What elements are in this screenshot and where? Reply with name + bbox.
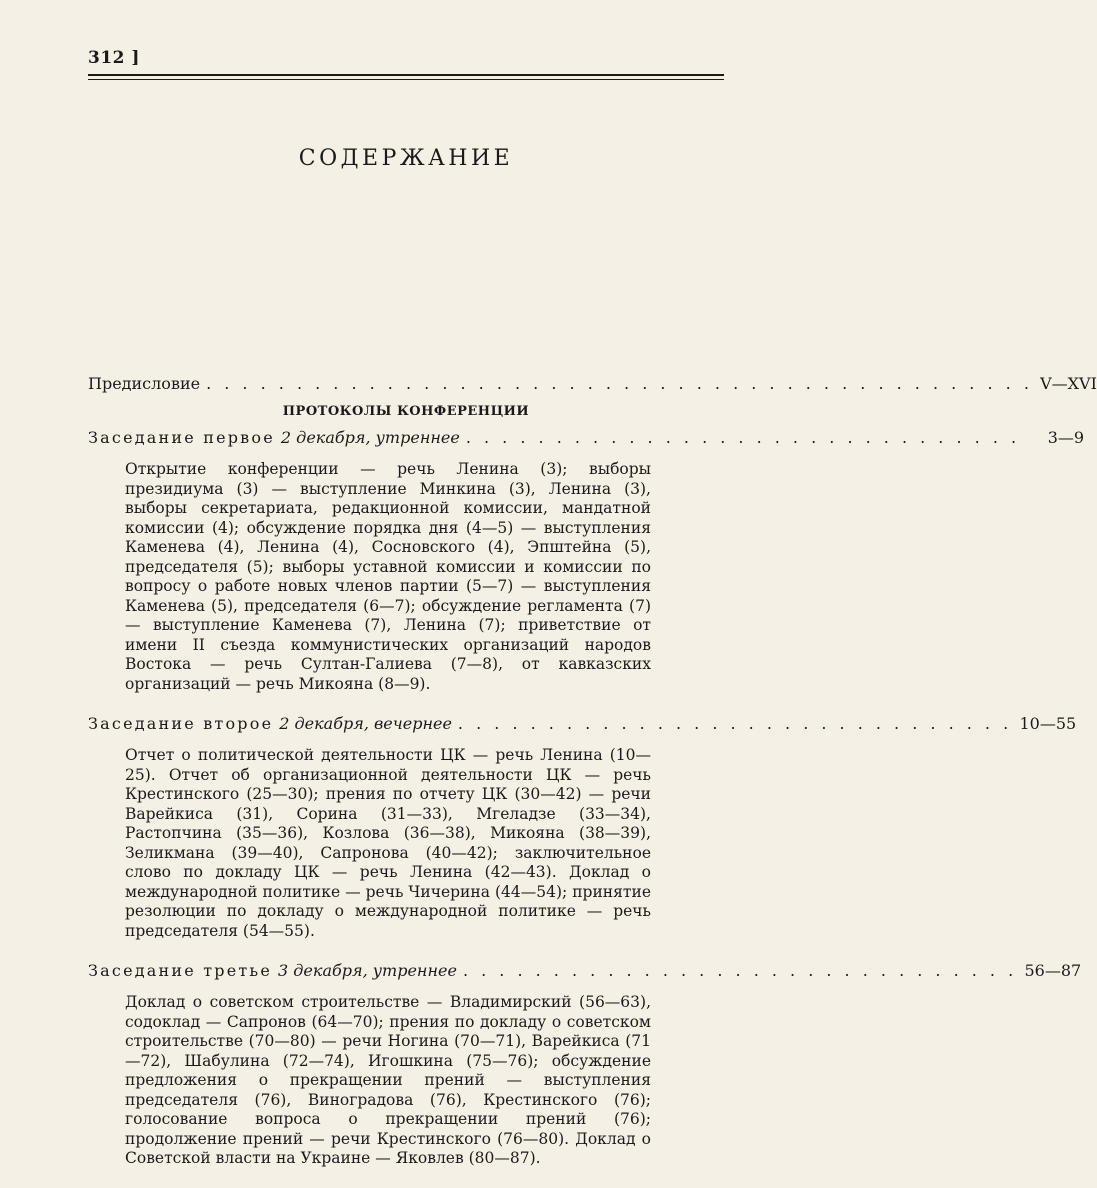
page-title: СОДЕРЖАНИЕ	[298, 146, 514, 171]
toc-entry-label: Предисловие	[88, 374, 201, 393]
toc-entry-pages: 3—9	[1047, 428, 1085, 447]
session-label: Заседание третье	[88, 961, 273, 980]
toc-entry-preface	[88, 372, 1097, 396]
leader-dots: . . . . . . . . . . . . . . . . . . . . . . . . . . . . . . .	[457, 714, 1013, 733]
toc-session	[88, 426, 1085, 694]
section-heading: ПРОТОКОЛЫ КОНФЕРЕНЦИИ	[282, 404, 530, 419]
table-of-contents	[88, 372, 1097, 1169]
toc-session	[88, 959, 1082, 1169]
session-summary: Доклад о советском строительстве — Владимирский (56—63), содоклад — Сапронов (64—70); прения по докладу о советском строительстве (70—80) — речи Ногина (70—71), Варейкиса (71—72), Шабулина (72—74), Игошкина (75—76); обсуждение предложения о прекращении прений — выступления председателя (76), Виноградова (76), Крестинского (76); голосование вопроса о прекращении прений (76); продолжение прений — речи Крестинского (76—80). Доклад о Советской власти на Украине — Яковлев (80—87).	[125, 993, 651, 1167]
header-rule-thin	[88, 79, 724, 80]
session-date: 2 декабря, утреннее	[280, 428, 460, 447]
leader-dots: . . . . . . . . . . . . . . . . . . . . . . . . . . . . . . .	[465, 428, 1021, 447]
toc-entry-pages: 56—87	[1024, 961, 1082, 980]
toc-entry-pages: V—XVI	[1040, 374, 1097, 393]
session-summary: Отчет о политической деятельности ЦК — речь Ленина (10—25). Отчет об организационной деятельности ЦК — речь Крестинского (25—30); прения по отчету ЦК (30—42) — речи Варейкиса (31), Сорина (31—33), Мгеладзе (33—34), Растопчина (35—36), Козлова (36—38), Микояна (38—39), Зеликмана (39—40), Сапронова (40—42); заключительное слово по докладу ЦК — речь Ленина (42—43). Доклад о международной политике — речь Чичерина (44—54); принятие резолюции по докладу о международной политике — речь председателя (54—55).	[125, 746, 651, 940]
page-number: 312 ]	[88, 48, 140, 68]
toc-entry-session	[88, 959, 1082, 983]
session-summary: Открытие конференции — речь Ленина (3); выборы президиума (3) — выступление Минкина (3), Ленина (3), выборы секретариата, редакционной комиссии, мандатной комиссии (4); обсуждение порядка дня (4—5) — выступления Каменева (4), Ленина (4), Сосновского (4), Эпштейна (5), председателя (5); выборы уставной комиссии и комиссии по вопросу о работе новых членов партии (5—7) — выступления Каменева (5), председателя (6—7); обсуждение регламента (7) — выступление Каменева (7), Ленина (7); приветствие от имени II съезда коммунистических организаций народов Востока — речь Султан-Галиева (7—8), от кавказских организаций — речь Микояна (8—9).	[125, 460, 651, 693]
toc-entry-pages: 10—55	[1019, 714, 1077, 733]
session-date: 2 декабря, вечернее	[279, 714, 452, 733]
header-rule-thick	[88, 74, 724, 76]
toc-entry-session	[88, 712, 1077, 736]
toc-session	[88, 712, 1077, 941]
session-date: 3 декабря, утреннее	[278, 961, 457, 980]
session-label: Заседание первое	[88, 428, 275, 447]
session-label: Заседание второе	[88, 714, 274, 733]
leader-dots: . . . . . . . . . . . . . . . . . . . . . . . . . . . . . . . . . . . . . . . . . . . . . .	[206, 374, 1033, 393]
leader-dots: . . . . . . . . . . . . . . . . . . . . . . . . . . . . . . .	[462, 961, 1018, 980]
toc-entry-session	[88, 426, 1085, 450]
